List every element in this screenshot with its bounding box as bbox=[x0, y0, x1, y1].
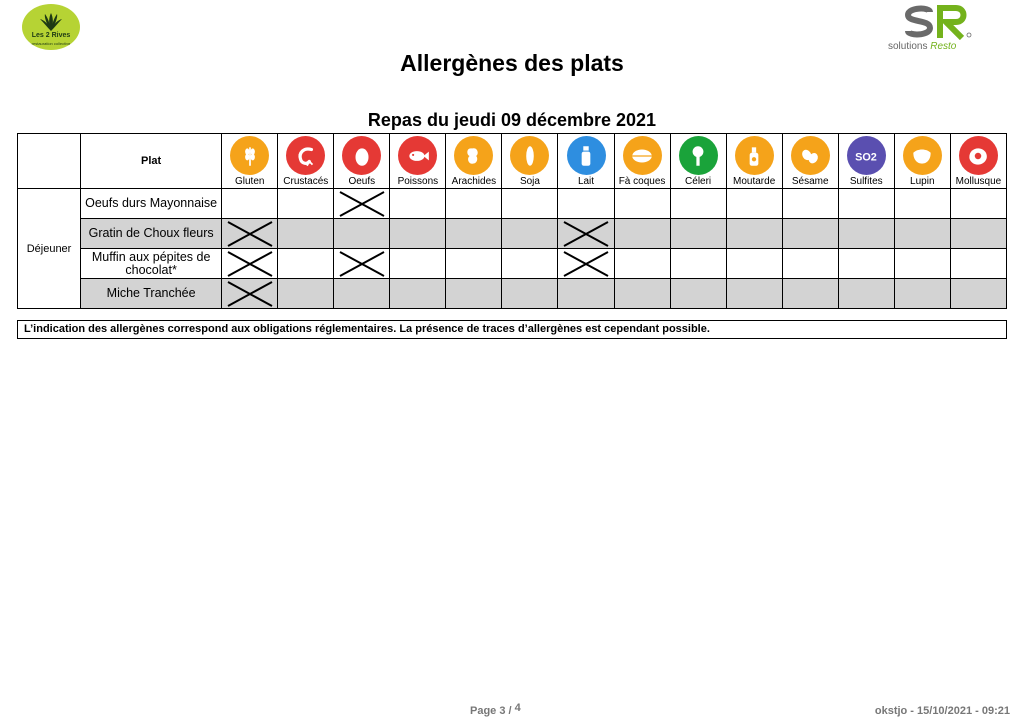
allergen-cell bbox=[278, 189, 334, 219]
allergen-cell bbox=[670, 249, 726, 279]
allergen-cell bbox=[278, 279, 334, 309]
allergen-label: Oeufs bbox=[348, 176, 376, 187]
allergen-cell bbox=[950, 249, 1006, 279]
mollusc-icon bbox=[959, 136, 998, 175]
allergen-cell bbox=[726, 189, 782, 219]
allergen-cell bbox=[222, 189, 278, 219]
allergen-header-8 bbox=[670, 134, 726, 189]
cross-mark-icon bbox=[225, 250, 275, 278]
allergen-cell bbox=[334, 249, 390, 279]
allergen-label: Arachides bbox=[451, 176, 497, 187]
allergen-cell bbox=[670, 219, 726, 249]
allergen-cell bbox=[222, 249, 278, 279]
fish-icon bbox=[398, 136, 437, 175]
logo-word-accent: Resto bbox=[930, 41, 957, 52]
page-number bbox=[470, 702, 521, 717]
allergen-cell bbox=[502, 189, 558, 219]
allergen-cell bbox=[558, 219, 614, 249]
meal-header-cell bbox=[18, 134, 81, 189]
cross-mark-icon bbox=[561, 250, 611, 278]
meal-title: Repas du jeudi 09 décembre 2021 bbox=[367, 110, 657, 130]
allergen-header-11 bbox=[838, 134, 894, 189]
cross-mark-icon bbox=[561, 220, 611, 248]
allergen-cell bbox=[502, 249, 558, 279]
allergen-label: Lupin bbox=[910, 176, 935, 187]
allergen-cell bbox=[446, 279, 502, 309]
allergen-header-6 bbox=[558, 134, 614, 189]
allergen-label: Gluten bbox=[234, 176, 265, 187]
so2-icon bbox=[847, 136, 886, 175]
dish-header: Plat bbox=[81, 134, 222, 189]
allergen-cell bbox=[726, 249, 782, 279]
allergen-header-1 bbox=[278, 134, 334, 189]
allergen-cell bbox=[502, 279, 558, 309]
svg-text:SO2: SO2 bbox=[855, 150, 878, 163]
table-row bbox=[18, 189, 1007, 219]
allergen-cell bbox=[334, 279, 390, 309]
dish-name: Oeufs durs Mayonnaise bbox=[81, 189, 222, 219]
allergen-header-5 bbox=[502, 134, 558, 189]
cross-mark-icon bbox=[337, 250, 387, 278]
allergen-header-3 bbox=[390, 134, 446, 189]
allergen-cell bbox=[390, 219, 446, 249]
les-2-rives-logo bbox=[22, 4, 80, 50]
allergen-header-13 bbox=[950, 134, 1006, 189]
allergen-header-2 bbox=[334, 134, 390, 189]
allergen-cell bbox=[222, 219, 278, 249]
page-label: Page 3 / bbox=[470, 705, 512, 717]
allergen-label: Sésame bbox=[791, 176, 829, 187]
allergen-cell bbox=[502, 219, 558, 249]
celery-icon bbox=[679, 136, 718, 175]
mustard-icon bbox=[735, 136, 774, 175]
allergen-cell bbox=[726, 219, 782, 249]
allergen-cell bbox=[950, 279, 1006, 309]
allergen-cell bbox=[614, 249, 670, 279]
table-row bbox=[18, 279, 1007, 309]
allergen-notice: L’indication des allergènes correspond aux obligations réglementaires. La présence de traces d’allergènes est cependant possible. bbox=[17, 320, 1007, 339]
allergen-cell bbox=[670, 279, 726, 309]
page-title: Allergènes des plats bbox=[400, 50, 624, 76]
allergen-cell bbox=[446, 189, 502, 219]
allergen-label: Poissons bbox=[397, 176, 439, 187]
page-total: 4 bbox=[514, 702, 521, 714]
allergen-cell bbox=[726, 279, 782, 309]
dish-name: Muffin aux pépites de chocolat* bbox=[81, 249, 222, 279]
allergen-cell bbox=[838, 279, 894, 309]
allergen-table bbox=[17, 133, 1007, 309]
peanut-icon bbox=[454, 136, 493, 175]
allergen-cell bbox=[614, 219, 670, 249]
leaf-icon bbox=[38, 12, 64, 32]
allergen-cell bbox=[782, 249, 838, 279]
logo-brand-text: Les 2 Rives bbox=[31, 32, 71, 39]
allergen-header-10 bbox=[782, 134, 838, 189]
allergen-cell bbox=[334, 219, 390, 249]
allergen-cell bbox=[614, 279, 670, 309]
allergen-cell bbox=[950, 219, 1006, 249]
allergen-label: Mollusque bbox=[955, 176, 1002, 187]
allergen-cell bbox=[782, 219, 838, 249]
lupin-icon bbox=[903, 136, 942, 175]
allergen-label: Lait bbox=[577, 176, 595, 187]
allergen-header-9 bbox=[726, 134, 782, 189]
allergen-cell bbox=[838, 189, 894, 219]
nut-icon bbox=[623, 136, 662, 175]
allergen-label: Soja bbox=[519, 176, 540, 187]
meal-cell: Déjeuner bbox=[18, 189, 81, 309]
allergen-cell bbox=[390, 279, 446, 309]
dish-name: Miche Tranchée bbox=[81, 279, 222, 309]
allergen-cell bbox=[894, 279, 950, 309]
allergen-cell bbox=[894, 249, 950, 279]
allergen-cell bbox=[390, 189, 446, 219]
allergen-label: Moutarde bbox=[733, 176, 776, 187]
allergen-header-7 bbox=[614, 134, 670, 189]
allergen-cell bbox=[222, 279, 278, 309]
soy-icon bbox=[510, 136, 549, 175]
allergen-cell bbox=[838, 219, 894, 249]
allergen-label: Fà coques bbox=[618, 176, 666, 187]
dish-name: Gratin de Choux fleurs bbox=[81, 219, 222, 249]
allergen-cell bbox=[278, 219, 334, 249]
logo-word-main: solutions bbox=[888, 41, 928, 52]
allergen-cell bbox=[446, 249, 502, 279]
allergen-header-0 bbox=[222, 134, 278, 189]
allergen-cell bbox=[558, 249, 614, 279]
allergen-cell bbox=[446, 219, 502, 249]
sesame-icon bbox=[791, 136, 830, 175]
table-row bbox=[18, 219, 1007, 249]
logo-tagline-text: restauration collective bbox=[31, 41, 71, 46]
allergen-cell bbox=[334, 189, 390, 219]
table-row bbox=[18, 249, 1007, 279]
egg-icon bbox=[342, 136, 381, 175]
allergen-cell bbox=[614, 189, 670, 219]
allergen-cell bbox=[838, 249, 894, 279]
allergen-header-4 bbox=[446, 134, 502, 189]
allergen-cell bbox=[670, 189, 726, 219]
allergen-cell bbox=[894, 189, 950, 219]
allergen-label: Céleri bbox=[685, 176, 712, 187]
allergen-cell bbox=[782, 189, 838, 219]
print-stamp: okstjo - 15/10/2021 - 09:21 bbox=[874, 705, 1010, 717]
shrimp-icon bbox=[286, 136, 325, 175]
allergen-cell bbox=[390, 249, 446, 279]
allergen-label: Crustacés bbox=[283, 176, 329, 187]
solutions-resto-logo bbox=[888, 4, 984, 52]
allergen-cell bbox=[278, 249, 334, 279]
allergen-header-12 bbox=[894, 134, 950, 189]
allergen-cell bbox=[782, 279, 838, 309]
cross-mark-icon bbox=[225, 280, 275, 308]
allergen-cell bbox=[558, 189, 614, 219]
cross-mark-icon bbox=[337, 190, 387, 218]
allergen-label: Sulfites bbox=[849, 176, 883, 187]
allergen-cell bbox=[558, 279, 614, 309]
wheat-icon bbox=[230, 136, 269, 175]
sr-mark-icon bbox=[904, 4, 974, 40]
milk-icon bbox=[567, 136, 606, 175]
allergen-cell bbox=[894, 219, 950, 249]
allergen-cell bbox=[950, 189, 1006, 219]
cross-mark-icon bbox=[225, 220, 275, 248]
table-header-row bbox=[18, 134, 1007, 189]
